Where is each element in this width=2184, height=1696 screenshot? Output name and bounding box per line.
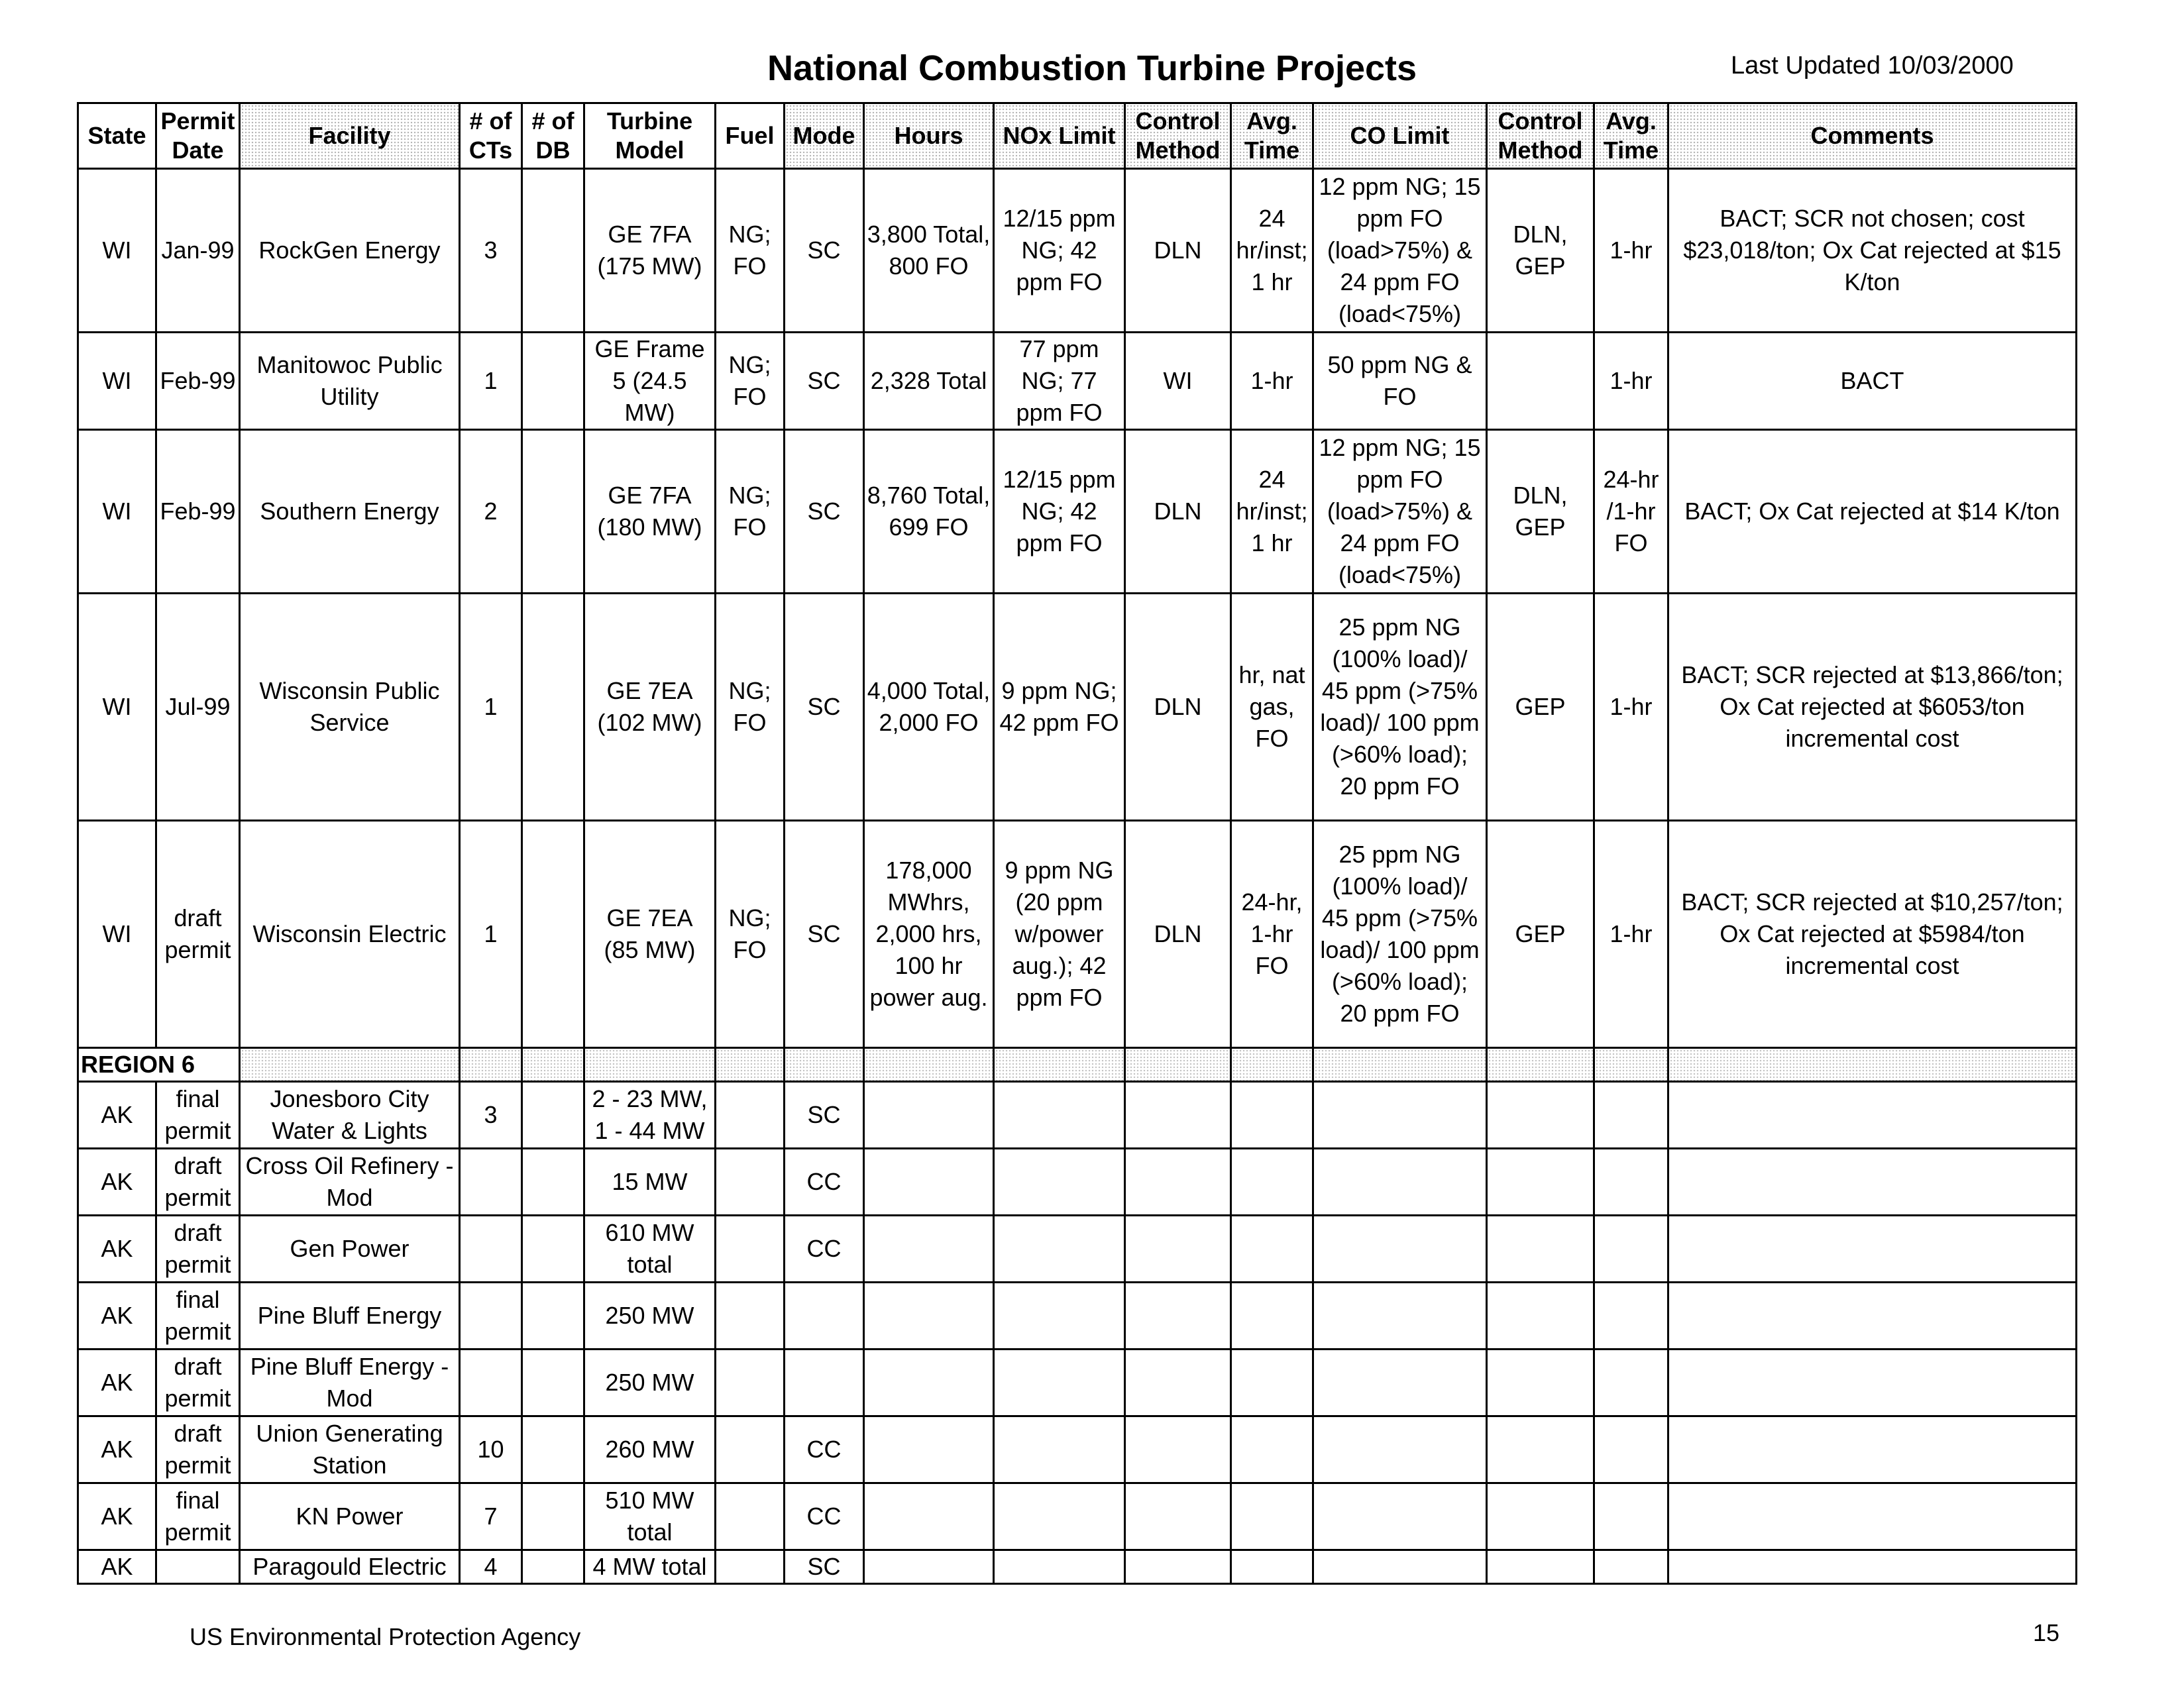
- region-filler-cell: [1487, 1048, 1594, 1082]
- cell-co-control: DLN, GEP: [1487, 169, 1594, 333]
- cell-comments: [1668, 1149, 2077, 1216]
- table-row: [78, 169, 2077, 333]
- cell-cts: 2: [460, 430, 522, 594]
- cell-fuel: NG; FO: [716, 430, 785, 594]
- region-filler-cell: [240, 1048, 460, 1082]
- cell-nox-control: [1125, 1416, 1231, 1483]
- cell-turbine: GE 7EA (85 MW): [584, 821, 716, 1048]
- cell-co-control: [1487, 1350, 1594, 1416]
- cell-nox-control: WI: [1125, 333, 1231, 430]
- cell-fuel: NG; FO: [716, 333, 785, 430]
- cell-permit-date: Feb-99: [156, 430, 240, 594]
- cell-co-avg: 1-hr: [1594, 821, 1668, 1048]
- cell-comments: [1668, 1082, 2077, 1149]
- cell-db: [522, 1283, 584, 1350]
- cell-nox-control: [1125, 1149, 1231, 1216]
- region-filler-cell: [864, 1048, 994, 1082]
- cell-cts: [460, 1283, 522, 1350]
- last-updated: Last Updated 10/03/2000: [1731, 52, 2014, 80]
- cell-co-limit: [1313, 1283, 1487, 1350]
- header-cell: # of CTs: [460, 103, 522, 169]
- cell-hours: [864, 1416, 994, 1483]
- cell-cts: 3: [460, 1082, 522, 1149]
- cell-nox-limit: [994, 1216, 1125, 1283]
- cell-co-control: DLN, GEP: [1487, 430, 1594, 594]
- region-filler-cell: [522, 1048, 584, 1082]
- cell-comments: BACT; SCR not chosen; cost $23,018/ton; Ox Cat rejected at $15 K/ton: [1668, 169, 2077, 333]
- header-cell: Hours: [864, 103, 994, 169]
- cell-db: [522, 169, 584, 333]
- cell-turbine: 260 MW: [584, 1416, 716, 1483]
- table-row: [78, 1483, 2077, 1550]
- cell-state: WI: [78, 594, 156, 821]
- cell-mode: SC: [785, 821, 864, 1048]
- cell-nox-avg: 1-hr: [1231, 333, 1313, 430]
- cell-state: AK: [78, 1550, 156, 1584]
- cell-facility: Jonesboro City Water & Lights: [240, 1082, 460, 1149]
- region-header-row: [78, 1048, 2077, 1082]
- cell-co-avg: [1594, 1550, 1668, 1584]
- cell-cts: 7: [460, 1483, 522, 1550]
- header-cell: Mode: [785, 103, 864, 169]
- cell-db: [522, 430, 584, 594]
- table-row: [78, 1216, 2077, 1283]
- cell-fuel: NG; FO: [716, 169, 785, 333]
- cell-nox-limit: [994, 1350, 1125, 1416]
- cell-facility: Pine Bluff Energy: [240, 1283, 460, 1350]
- cell-co-avg: [1594, 1350, 1668, 1416]
- cell-co-avg: 24-hr /1-hr FO: [1594, 430, 1668, 594]
- cell-hours: [864, 1149, 994, 1216]
- table-row: [78, 1149, 2077, 1216]
- cell-db: [522, 1350, 584, 1416]
- cell-co-limit: 25 ppm NG (100% load)/ 45 ppm (>75% load)/ 100 ppm (>60% load); 20 ppm FO: [1313, 821, 1487, 1048]
- cell-nox-control: [1125, 1216, 1231, 1283]
- cell-hours: [864, 1550, 994, 1584]
- region-filler-cell: [994, 1048, 1125, 1082]
- cell-turbine: GE Frame 5 (24.5 MW): [584, 333, 716, 430]
- header-cell: Avg. Time: [1594, 103, 1668, 169]
- header-cell: Avg. Time: [1231, 103, 1313, 169]
- cell-cts: [460, 1149, 522, 1216]
- cell-co-control: [1487, 333, 1594, 430]
- header-cell: Turbine Model: [584, 103, 716, 169]
- cell-fuel: [716, 1082, 785, 1149]
- cell-facility: Union Generating Station: [240, 1416, 460, 1483]
- cell-nox-control: DLN: [1125, 821, 1231, 1048]
- cell-hours: [864, 1082, 994, 1149]
- cell-cts: [460, 1350, 522, 1416]
- cell-facility: Southern Energy: [240, 430, 460, 594]
- cell-co-limit: 12 ppm NG; 15 ppm FO (load>75%) & 24 ppm FO (load<75%): [1313, 430, 1487, 594]
- cell-db: [522, 1082, 584, 1149]
- cell-cts: 4: [460, 1550, 522, 1584]
- region-label: REGION 6: [78, 1048, 240, 1082]
- cell-state: AK: [78, 1216, 156, 1283]
- cell-nox-control: [1125, 1082, 1231, 1149]
- region-filler-cell: [584, 1048, 716, 1082]
- cell-fuel: [716, 1416, 785, 1483]
- region-filler-cell: [460, 1048, 522, 1082]
- cell-permit-date: draft permit: [156, 821, 240, 1048]
- cell-permit-date: Jul-99: [156, 594, 240, 821]
- cell-turbine: 250 MW: [584, 1350, 716, 1416]
- header-cell: NOx Limit: [994, 103, 1125, 169]
- cell-mode: CC: [785, 1216, 864, 1283]
- table-row: [78, 1283, 2077, 1350]
- cell-mode: SC: [785, 430, 864, 594]
- cell-mode: SC: [785, 169, 864, 333]
- cell-fuel: [716, 1216, 785, 1283]
- cell-comments: [1668, 1283, 2077, 1350]
- cell-nox-control: [1125, 1483, 1231, 1550]
- cell-nox-control: DLN: [1125, 594, 1231, 821]
- cell-mode: [785, 1283, 864, 1350]
- cell-turbine: 510 MW total: [584, 1483, 716, 1550]
- cell-mode: SC: [785, 594, 864, 821]
- cell-comments: BACT; SCR rejected at $10,257/ton; Ox Cat rejected at $5984/ton incremental cost: [1668, 821, 2077, 1048]
- header-cell: # of DB: [522, 103, 584, 169]
- cell-nox-limit: 9 ppm NG (20 ppm w/power aug.); 42 ppm FO: [994, 821, 1125, 1048]
- cell-mode: SC: [785, 333, 864, 430]
- cell-facility: RockGen Energy: [240, 169, 460, 333]
- cell-hours: 8,760 Total, 699 FO: [864, 430, 994, 594]
- cell-state: WI: [78, 430, 156, 594]
- cell-turbine: 2 - 23 MW, 1 - 44 MW: [584, 1082, 716, 1149]
- cell-fuel: NG; FO: [716, 594, 785, 821]
- cell-facility: Cross Oil Refinery - Mod: [240, 1149, 460, 1216]
- table-row: [78, 430, 2077, 594]
- cell-state: AK: [78, 1483, 156, 1550]
- cell-nox-limit: [994, 1082, 1125, 1149]
- cell-db: [522, 821, 584, 1048]
- cell-nox-avg: hr, nat gas, FO: [1231, 594, 1313, 821]
- table-row: [78, 1082, 2077, 1149]
- cell-nox-avg: [1231, 1216, 1313, 1283]
- table-row: [78, 1550, 2077, 1584]
- cell-co-control: [1487, 1550, 1594, 1584]
- page-title: National Combustion Turbine Projects: [767, 48, 1417, 88]
- cell-db: [522, 1149, 584, 1216]
- cell-permit-date: draft permit: [156, 1350, 240, 1416]
- cell-state: AK: [78, 1416, 156, 1483]
- cell-cts: 1: [460, 333, 522, 430]
- cell-db: [522, 1216, 584, 1283]
- cell-facility: Paragould Electric: [240, 1550, 460, 1584]
- cell-state: AK: [78, 1149, 156, 1216]
- cell-turbine: 15 MW: [584, 1149, 716, 1216]
- cell-state: WI: [78, 169, 156, 333]
- cell-nox-avg: [1231, 1416, 1313, 1483]
- header-cell: Control Method: [1125, 103, 1231, 169]
- cell-mode: SC: [785, 1550, 864, 1584]
- cell-co-control: GEP: [1487, 821, 1594, 1048]
- cell-nox-limit: [994, 1149, 1125, 1216]
- cell-comments: BACT: [1668, 333, 2077, 430]
- cell-comments: [1668, 1483, 2077, 1550]
- cell-facility: Pine Bluff Energy - Mod: [240, 1350, 460, 1416]
- cell-nox-avg: 24 hr/inst; 1 hr: [1231, 169, 1313, 333]
- cell-cts: [460, 1216, 522, 1283]
- table-row: [78, 594, 2077, 821]
- cell-hours: [864, 1350, 994, 1416]
- cell-comments: [1668, 1216, 2077, 1283]
- header-cell: Control Method: [1487, 103, 1594, 169]
- cell-cts: 3: [460, 169, 522, 333]
- cell-co-avg: [1594, 1149, 1668, 1216]
- cell-nox-control: DLN: [1125, 430, 1231, 594]
- cell-permit-date: Feb-99: [156, 333, 240, 430]
- cell-permit-date: draft permit: [156, 1216, 240, 1283]
- cell-fuel: [716, 1283, 785, 1350]
- region-filler-cell: [1668, 1048, 2077, 1082]
- cell-nox-avg: [1231, 1350, 1313, 1416]
- cell-nox-control: [1125, 1283, 1231, 1350]
- cell-co-avg: [1594, 1483, 1668, 1550]
- cell-nox-avg: 24-hr, 1-hr FO: [1231, 821, 1313, 1048]
- cell-db: [522, 1416, 584, 1483]
- cell-db: [522, 1550, 584, 1584]
- cell-permit-date: draft permit: [156, 1416, 240, 1483]
- cell-nox-avg: [1231, 1149, 1313, 1216]
- cell-nox-control: [1125, 1550, 1231, 1584]
- cell-comments: BACT; SCR rejected at $13,866/ton; Ox Cat rejected at $6053/ton incremental cost: [1668, 594, 2077, 821]
- cell-nox-control: [1125, 1350, 1231, 1416]
- cell-nox-limit: 9 ppm NG; 42 ppm FO: [994, 594, 1125, 821]
- cell-turbine: GE 7FA (175 MW): [584, 169, 716, 333]
- cell-nox-avg: [1231, 1082, 1313, 1149]
- cell-hours: 178,000 MWhrs, 2,000 hrs, 100 hr power aug.: [864, 821, 994, 1048]
- cell-hours: 2,328 Total: [864, 333, 994, 430]
- cell-nox-avg: 24 hr/inst; 1 hr: [1231, 430, 1313, 594]
- cell-co-control: [1487, 1082, 1594, 1149]
- cell-nox-control: DLN: [1125, 169, 1231, 333]
- cell-permit-date: [156, 1550, 240, 1584]
- cell-facility: Gen Power: [240, 1216, 460, 1283]
- cell-state: AK: [78, 1082, 156, 1149]
- cell-co-control: [1487, 1416, 1594, 1483]
- cell-db: [522, 594, 584, 821]
- cell-hours: 3,800 Total, 800 FO: [864, 169, 994, 333]
- cell-turbine: 610 MW total: [584, 1216, 716, 1283]
- cell-nox-limit: [994, 1550, 1125, 1584]
- header-cell: Comments: [1668, 103, 2077, 169]
- page-number: 15: [2033, 1619, 2060, 1646]
- cell-facility: Wisconsin Public Service: [240, 594, 460, 821]
- cell-facility: Manitowoc Public Utility: [240, 333, 460, 430]
- cell-facility: KN Power: [240, 1483, 460, 1550]
- header-cell: Fuel: [716, 103, 785, 169]
- table-row: [78, 821, 2077, 1048]
- cell-co-control: [1487, 1283, 1594, 1350]
- cell-comments: BACT; Ox Cat rejected at $14 K/ton: [1668, 430, 2077, 594]
- cell-permit-date: final permit: [156, 1283, 240, 1350]
- cell-co-avg: [1594, 1082, 1668, 1149]
- cell-cts: 10: [460, 1416, 522, 1483]
- cell-permit-date: draft permit: [156, 1149, 240, 1216]
- cell-state: AK: [78, 1283, 156, 1350]
- cell-co-limit: [1313, 1416, 1487, 1483]
- cell-co-control: [1487, 1216, 1594, 1283]
- cell-nox-avg: [1231, 1483, 1313, 1550]
- cell-nox-limit: 12/15 ppm NG; 42 ppm FO: [994, 430, 1125, 594]
- cell-nox-limit: [994, 1283, 1125, 1350]
- header-row: [78, 103, 2077, 169]
- cell-fuel: NG; FO: [716, 821, 785, 1048]
- cell-cts: 1: [460, 594, 522, 821]
- header-cell: Permit Date: [156, 103, 240, 169]
- cell-mode: CC: [785, 1483, 864, 1550]
- cell-nox-limit: [994, 1416, 1125, 1483]
- header-cell: CO Limit: [1313, 103, 1487, 169]
- cell-nox-limit: 12/15 ppm NG; 42 ppm FO: [994, 169, 1125, 333]
- cell-db: [522, 1483, 584, 1550]
- header-cell: Facility: [240, 103, 460, 169]
- cell-co-control: GEP: [1487, 594, 1594, 821]
- cell-fuel: [716, 1350, 785, 1416]
- cell-co-avg: 1-hr: [1594, 594, 1668, 821]
- cell-turbine: GE 7FA (180 MW): [584, 430, 716, 594]
- region-filler-cell: [1231, 1048, 1313, 1082]
- cell-co-limit: 25 ppm NG (100% load)/ 45 ppm (>75% load)/ 100 ppm (>60% load); 20 ppm FO: [1313, 594, 1487, 821]
- region-filler-cell: [716, 1048, 785, 1082]
- cell-co-avg: [1594, 1416, 1668, 1483]
- cell-hours: 4,000 Total, 2,000 FO: [864, 594, 994, 821]
- cell-co-avg: [1594, 1283, 1668, 1350]
- cell-state: WI: [78, 821, 156, 1048]
- cell-co-limit: 50 ppm NG & FO: [1313, 333, 1487, 430]
- cell-turbine: 250 MW: [584, 1283, 716, 1350]
- cell-co-limit: [1313, 1350, 1487, 1416]
- cell-co-avg: 1-hr: [1594, 333, 1668, 430]
- region-filler-cell: [1125, 1048, 1231, 1082]
- cell-comments: [1668, 1550, 2077, 1584]
- cell-cts: 1: [460, 821, 522, 1048]
- cell-facility: Wisconsin Electric: [240, 821, 460, 1048]
- cell-nox-limit: [994, 1483, 1125, 1550]
- footer-organization: US Environmental Protection Agency: [190, 1623, 581, 1650]
- cell-mode: CC: [785, 1149, 864, 1216]
- cell-permit-date: final permit: [156, 1483, 240, 1550]
- cell-co-limit: [1313, 1550, 1487, 1584]
- cell-state: AK: [78, 1350, 156, 1416]
- cell-co-limit: [1313, 1216, 1487, 1283]
- cell-nox-avg: [1231, 1283, 1313, 1350]
- turbine-projects-table: [77, 102, 2077, 1585]
- region-filler-cell: [1313, 1048, 1487, 1082]
- cell-fuel: [716, 1483, 785, 1550]
- cell-co-control: [1487, 1149, 1594, 1216]
- cell-state: WI: [78, 333, 156, 430]
- cell-fuel: [716, 1550, 785, 1584]
- cell-mode: CC: [785, 1416, 864, 1483]
- cell-co-limit: [1313, 1082, 1487, 1149]
- table-row: [78, 1350, 2077, 1416]
- region-filler-cell: [785, 1048, 864, 1082]
- cell-db: [522, 333, 584, 430]
- table-row: [78, 1416, 2077, 1483]
- cell-hours: [864, 1216, 994, 1283]
- cell-turbine: 4 MW total: [584, 1550, 716, 1584]
- table-row: [78, 333, 2077, 430]
- cell-co-limit: [1313, 1483, 1487, 1550]
- cell-nox-avg: [1231, 1550, 1313, 1584]
- cell-co-avg: 1-hr: [1594, 169, 1668, 333]
- cell-co-limit: 12 ppm NG; 15 ppm FO (load>75%) & 24 ppm FO (load<75%): [1313, 169, 1487, 333]
- cell-permit-date: Jan-99: [156, 169, 240, 333]
- region-filler-cell: [1594, 1048, 1668, 1082]
- cell-comments: [1668, 1350, 2077, 1416]
- cell-co-avg: [1594, 1216, 1668, 1283]
- cell-co-limit: [1313, 1149, 1487, 1216]
- cell-comments: [1668, 1416, 2077, 1483]
- cell-mode: SC: [785, 1082, 864, 1149]
- cell-nox-limit: 77 ppm NG; 77 ppm FO: [994, 333, 1125, 430]
- cell-permit-date: final permit: [156, 1082, 240, 1149]
- cell-hours: [864, 1283, 994, 1350]
- cell-co-control: [1487, 1483, 1594, 1550]
- header-cell: State: [78, 103, 156, 169]
- cell-hours: [864, 1483, 994, 1550]
- cell-mode: [785, 1350, 864, 1416]
- cell-turbine: GE 7EA (102 MW): [584, 594, 716, 821]
- cell-fuel: [716, 1149, 785, 1216]
